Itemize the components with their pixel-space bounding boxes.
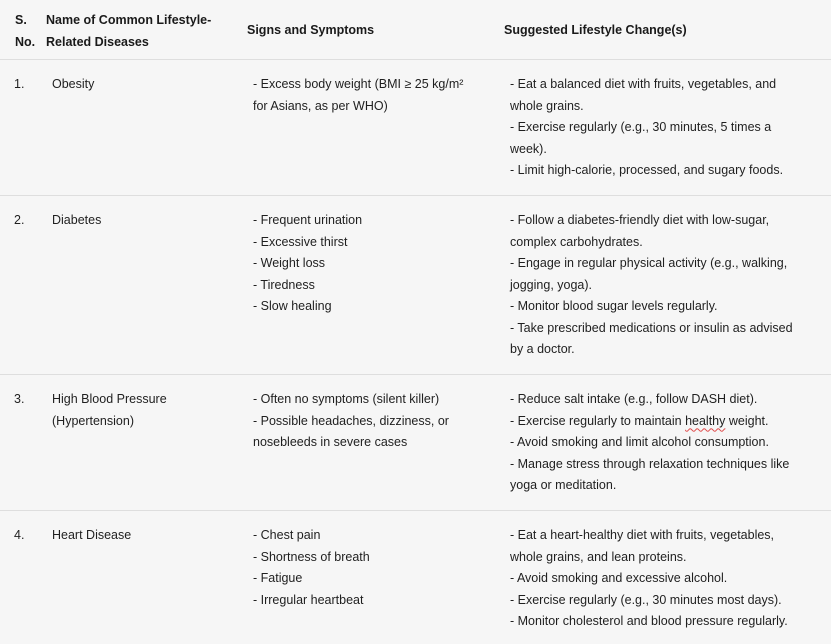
change-line: - Monitor cholesterol and blood pressure regularly. bbox=[510, 614, 788, 628]
header-signs-symptoms: Signs and Symptoms bbox=[247, 23, 375, 37]
lifestyle-changes bbox=[510, 210, 815, 361]
table-row bbox=[0, 511, 831, 644]
change-line: by a doctor. bbox=[510, 342, 575, 356]
table-row bbox=[0, 196, 831, 375]
row-number: 4. bbox=[14, 528, 25, 542]
header-sno-line: S. bbox=[15, 13, 27, 27]
signs-symptoms bbox=[253, 525, 488, 611]
disease-name bbox=[52, 210, 242, 232]
header-serial-number bbox=[15, 9, 35, 53]
change-line: jogging, yoga). bbox=[510, 277, 593, 292]
change-line: - Follow a diabetes-friendly diet with low-sugar, bbox=[510, 213, 770, 227]
change-line: - Exercise regularly (e.g., 30 minutes, 5 times a bbox=[510, 120, 772, 134]
change-line: yoga or meditation. bbox=[510, 478, 617, 492]
change-line: - Engage in regular physical activity (e.g., walking, bbox=[510, 256, 788, 270]
row-number: 1. bbox=[14, 77, 25, 91]
sign-line: - Often no symptoms (silent killer) bbox=[253, 392, 440, 406]
lifestyle-changes bbox=[510, 74, 815, 182]
change-line: whole grains. bbox=[510, 98, 584, 113]
header-sno-line: No. bbox=[15, 35, 36, 49]
header-name-line: Name of Common Lifestyle- bbox=[46, 13, 212, 27]
change-line-spellcheck: - Exercise regularly to maintain healthy weight. bbox=[510, 413, 769, 428]
change-line: whole grains, and lean proteins. bbox=[510, 549, 687, 564]
row-number: 3. bbox=[14, 392, 25, 406]
change-line: - Manage stress through relaxation techniques like bbox=[510, 456, 790, 471]
signs-symptoms bbox=[253, 210, 488, 318]
signs-symptoms bbox=[253, 389, 488, 454]
table-row bbox=[0, 60, 831, 196]
change-line: - Limit high-calorie, processed, and sugary foods. bbox=[510, 163, 784, 177]
change-line: week). bbox=[510, 141, 547, 156]
sign-line: - Possible headaches, dizziness, or bbox=[253, 413, 449, 428]
change-line: - Avoid smoking and limit alcohol consumption. bbox=[510, 435, 769, 449]
change-line: - Monitor blood sugar levels regularly. bbox=[510, 299, 718, 313]
disease-name-line: High Blood Pressure bbox=[52, 392, 167, 406]
change-line: - Take prescribed medications or insulin as advised bbox=[510, 320, 793, 335]
sign-line: - Fatigue bbox=[253, 571, 303, 585]
change-line: - Eat a balanced diet with fruits, vegetables, and bbox=[510, 77, 777, 91]
sign-line: - Weight loss bbox=[253, 256, 326, 270]
sign-line: - Excess body weight (BMI ≥ 25 kg/m² bbox=[253, 77, 464, 91]
table-row bbox=[0, 375, 831, 511]
disease-name bbox=[52, 525, 242, 547]
disease-name bbox=[52, 389, 242, 432]
spellcheck-word: healthy bbox=[685, 413, 726, 428]
change-line: - Reduce salt intake (e.g., follow DASH diet). bbox=[510, 392, 758, 406]
sign-line: - Chest pain bbox=[253, 528, 321, 542]
sign-line: - Shortness of breath bbox=[253, 549, 370, 564]
sign-line: - Slow healing bbox=[253, 299, 332, 313]
sign-line: - Irregular heartbeat bbox=[253, 592, 364, 607]
sign-line: for Asians, as per WHO) bbox=[253, 98, 388, 113]
header-name-line: Related Diseases bbox=[46, 35, 149, 49]
disease-name-line: Obesity bbox=[52, 77, 95, 91]
lifestyle-changes bbox=[510, 389, 815, 497]
change-line: - Avoid smoking and excessive alcohol. bbox=[510, 571, 728, 585]
sign-line: - Frequent urination bbox=[253, 213, 363, 227]
sign-line: nosebleeds in severe cases bbox=[253, 435, 408, 449]
sign-line: - Excessive thirst bbox=[253, 234, 348, 249]
disease-name bbox=[52, 74, 242, 96]
sign-line: - Tiredness bbox=[253, 277, 315, 292]
header-lifestyle-changes: Suggested Lifestyle Change(s) bbox=[504, 23, 687, 37]
disease-name-line: Heart Disease bbox=[52, 528, 132, 542]
change-line: - Eat a heart-healthy diet with fruits, vegetables, bbox=[510, 528, 775, 542]
row-number: 2. bbox=[14, 213, 25, 227]
disease-name-line: Diabetes bbox=[52, 213, 102, 227]
disease-name-line: (Hypertension) bbox=[52, 413, 134, 428]
change-line: - Exercise regularly (e.g., 30 minutes most days). bbox=[510, 592, 782, 607]
header-disease-name bbox=[46, 9, 211, 53]
signs-symptoms bbox=[253, 74, 488, 117]
change-line: complex carbohydrates. bbox=[510, 234, 643, 249]
lifestyle-changes bbox=[510, 525, 815, 633]
table-header bbox=[0, 0, 831, 60]
